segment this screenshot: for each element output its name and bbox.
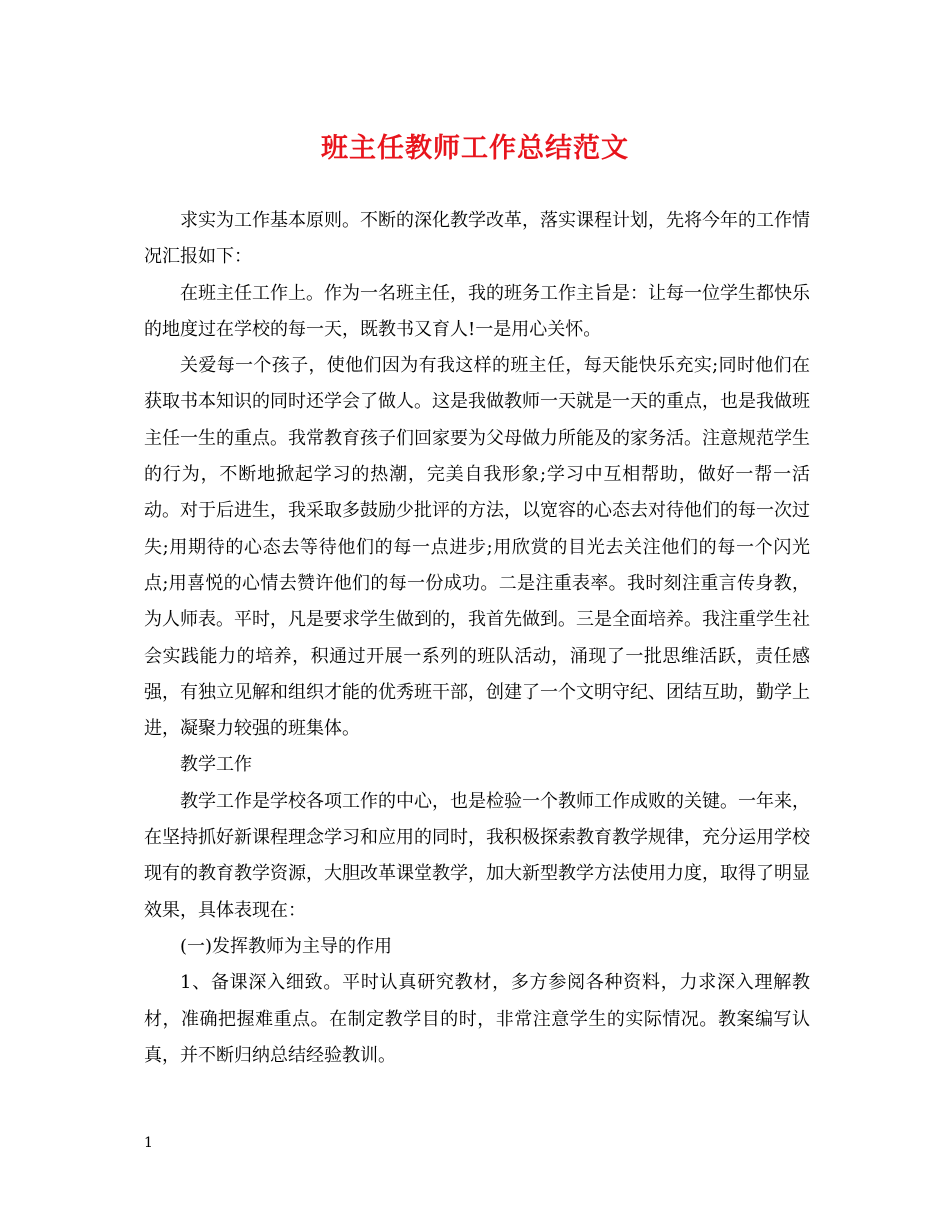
document-title: 班主任教师工作总结范文 <box>321 133 629 164</box>
paragraph-intro: 求实为工作基本原则。不断的深化教学改革，落实课程计划，先将今年的工作情况汇报如下： <box>144 210 810 268</box>
paragraph-teaching-work: 教学工作是学校各项工作的中心，也是检验一个教师工作成败的关键。一年来，在坚持抓好新课程理念学习和应用的同时，我积极探索教育教学规律，充分运用学校现有的教育教学资源，大胆改革课堂教学，加大新型教学方法使用力度，取得了明显效果，具体表现在： <box>144 790 810 921</box>
section-heading-teaching-work: 教学工作 <box>180 754 252 776</box>
paragraph-class-teacher-work: 在班主任工作上。作为一名班主任，我的班务工作主旨是：让每一位学生都快乐的地度过在学校的每一天，既教书又育人!一是用心关怀。 <box>144 282 810 340</box>
subsection-heading-teacher-leading-role: (一)发挥教师为主导的作用 <box>180 935 393 957</box>
paragraph-lesson-preparation: 1、备课深入细致。平时认真研究教材，多方参阅各种资料，力求深入理解教材，准确把握难重点。在制定教学目的时，非常注意学生的实际情况。教案编写认真，并不断归纳总结经验教训。 <box>144 972 810 1066</box>
document-body <box>144 203 810 1074</box>
paragraph-caring-for-students: 关爱每一个孩子，使他们因为有我这样的班主任，每天能快乐充实;同时他们在获取书本知识的同时还学会了做人。这是我做教师一天就是一天的重点，也是我做班主任一生的重点。我常教育孩子们回家要为父母做力所能及的家务活。注意规范学生的行为，不断地掀起学习的热潮，完美自我形象;学习中互相帮助，做好一帮一活动。对于后进生，我采取多鼓励少批评的方法，以宽容的心态去对待他们的每一次过失;用期待的心态去等待他们的每一点进步;用欣赏的目光去关注他们的每一个闪光点;用喜悦的心情去赞许他们的每一份成功。二是注重表率。我时刻注重言传身教，为人师表。平时，凡是要求学生做到的，我首先做到。三是全面培养。我注重学生社会实践能力的培养，积通过开展一系列的班队活动，涌现了一批思维活跃，责任感强，有独立见解和组织才能的优秀班干部，创建了一个文明守纪、团结互助，勤学上进，凝聚力较强的班集体。 <box>144 355 810 740</box>
page-number: 1 <box>144 1135 153 1151</box>
